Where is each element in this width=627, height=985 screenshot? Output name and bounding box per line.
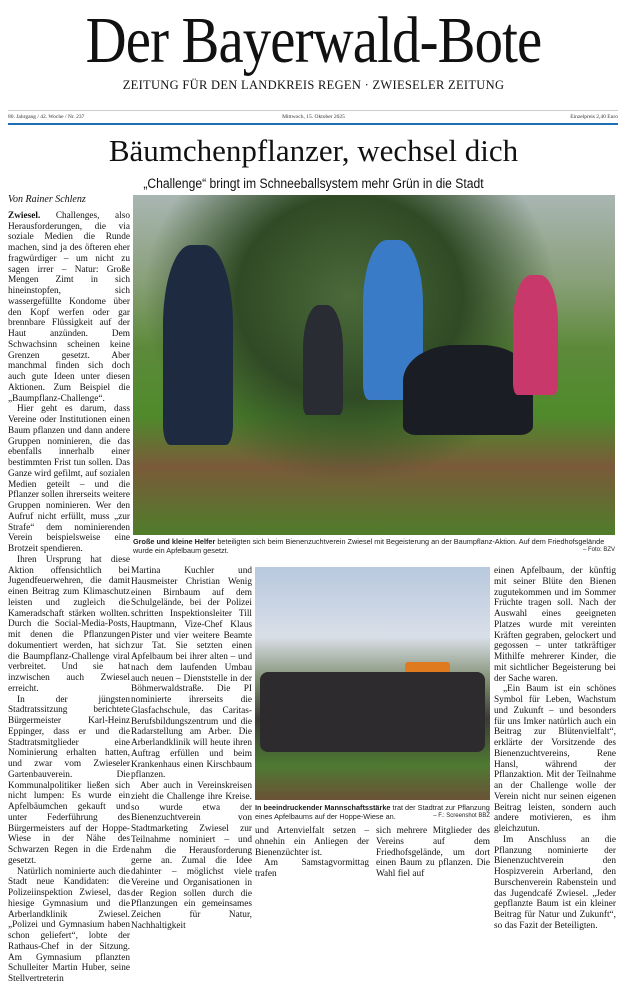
paragraph: Im Anschluss an die Pflanzung nominierte der Bienenzuchtverein den Hospizverein Arberland, den Burschenverein Rabenstein und das Jugendcafé Zwiesel. „Jeder gepflanzte Baum ist ein kleiner Beitrag für Natur und Zukunft“, so das Fazit der Beteiligten. [494, 834, 616, 931]
column-3b [376, 826, 490, 880]
column-2 [131, 566, 252, 932]
paragraph: sich mehrere Mitglieder des Vereins auf dem Friedhofsgelände, um dort einen Baum zu pflanzen. Die Wahl fiel auf [376, 826, 490, 879]
masthead-title: Der Bayerwald-Bote [85, 4, 542, 77]
column-1 [8, 195, 130, 985]
column-4 [494, 566, 616, 932]
paragraph: Zwiesel. Challenges, also Herausforderungen, die via soziale Medien die Runde machen, sind ja des öfteren eher fragwürdiger – um nicht zu sagen irrer – Natur: Große Mengen Zimt in sich hineinstopfen, sich wassergefüllte Kondome über den Kopf werfen oder gar brennbare Flüssigkeit auf der Haut anzünden. Dem Schwachsinn scheinen keine Grenzen gesetzt. Aber manchmal finden sich doch auch gute Ideen unter diesen Aktionen. Zum Beispiel die „Baumpflanz-Challenge“. [8, 210, 130, 404]
divider [8, 110, 618, 111]
paragraph: Martina Kuchler und Hausmeister Christian Wenig einen Birnbaum auf dem Schulgelände, bei der Polizei schritten Inspektionsleiter Till Hauptmann, Vize-Chef Klaus Pister und vier weitere Beamte zur Tat. Sie setzten einen Apfelbaum bei ihrer alten – und nach dem laufenden Umbau auch neuen – Dienststelle in der Böhmerwaldstraße. Die PI nominierte ihrerseits die Glasfachschule, das Caritas-Berufsbildungszentrum und die Radarstellung am Arber. Die Arberlandklinik will heute ihren Auftrag erfüllen und beim Krankenhaus einen Kirschbaum pflanzen. [131, 566, 252, 781]
issue-date: Mittwoch, 15. Oktober 2025 [282, 114, 345, 120]
photo1-caption: Große und kleine Helfer beteiligten sich beim Bienenzuchtverein Zwiesel mit Begeisterung an der Baumpflanz-Aktion. Auf dem Friedhofsgelände wurde ein Apfelbaum gesetzt. – Foto: BZV [133, 537, 615, 556]
column-3a [255, 826, 369, 880]
byline: Von Rainer Schlenz [8, 194, 86, 205]
photo-tree-planting-beekeepers [133, 195, 615, 535]
paragraph: Am Samstagvormittag trafen [255, 858, 369, 879]
paragraph: Ihren Ursprung hat diese Aktion offensichtlich bei Jugendfeuerwehren, die damit einen Beitrag zum Klimaschutz leisten und zugleich die Kameradschaft stärken wollten. Durch die Social-Media-Posts, mit denen die Pflanzungen dokumentiert werden, hat sich die Baumpflanz-Challenge viral verbreitet. Und sie hat inzwischen auch Zwiesel erreicht. [8, 554, 130, 694]
headline: Bäumchenpflanzer, wechsel dich [108, 133, 519, 168]
paragraph: In der jüngsten Stadtratssitzung berichtete Bürgermeister Karl-Heinz Eppinger, dass er und die Stadtratsmitglieder eine Nominierung erhalten hatten, und zwar vom Zwieseler Gartenbauverein. Die Kommunalpolitiker ließen sich nicht lumpen: Es wurde ein Apfelbäumchen gekauft und unter Federführung des Bürgermeisters auf der Hoppe-Wiese in der Nähe des Schwarzen Regen in die Erde gesetzt. [8, 694, 130, 866]
photo2-caption: In beeindruckender Mannschaftsstärke trat der Stadtrat zur Pflanzung eines Apfelbaums auf der Hoppe-Wiese an. – F.: Screenshot BBZ [255, 803, 490, 822]
paragraph: Aber auch in Vereinskreisen zieht die Challenge ihre Kreise. so wurde etwa der Bienenzuchtverein von Stadtmarketing Zwiesel zur Teilnahme nominiert – und nahm die Herausforderung gerne an. Zumal die Idee dahinter – möglichst viele Vereine und Organisationen in der Region sollen durch die Pflanzungen ein gemeinsames Zeichen für Natur, Nachhaltigkeit [131, 781, 252, 931]
paragraph: Hier geht es darum, dass Vereine oder Institutionen einen Baum pflanzen und dann andere Gruppen nominieren, die das ebenfalls innerhalb einer bestimmten Frist tun sollen. Das Ganze wird gefilmt, auf sozialen Medien geteilt – und die Pflanzer sollen ihrerseits weitere Gruppen nominieren. Wer den Aufruf nicht erfüllt, muss „zur Strafe“ dem nominierenden Verein beispielsweise eine Brotzeit spendieren. [8, 404, 130, 554]
blue-divider [8, 123, 618, 125]
paragraph: einen Apfelbaum, der künftig mit seiner Blüte den Bienen zugutekommen und im Sommer Früchte tragen soll. Nach der Auswahl eines geeigneten Platzes wurde mit vereinten Kräften gegraben, gelockert und gegossen – unter tatkräftiger Mithilfe mehrerer Kinder, die mit sichtlicher Begeisterung bei der Sache waren. [494, 566, 616, 684]
paragraph: „Ein Baum ist ein schönes Symbol für Leben, Wachstum und Zukunft – und besonders für uns Imker natürlich auch ein Beitrag zur Blütenvielfalt“, erklärte der Vorsitzende des Bienenzuchtvereins, Rene Hansl, während der Pflanzaktion. Mit der Teilnahme an der Challenge wolle der Verein nicht nur seinen eigenen Beitrag leisten, sondern auch andere motivieren, es ihm gleichzutun. [494, 684, 616, 834]
subheadline: „Challenge“ bringt im Schneeballsystem mehr Grün in die Stadt [143, 176, 484, 191]
masthead-subtitle: ZEITUNG FÜR DEN LANDKREIS REGEN · ZWIESELER ZEITUNG [122, 78, 505, 92]
issue-price: Einzelpreis 2,40 Euro [570, 114, 618, 120]
issue-info: 80. Jahrgang / 42. Woche / Nr. 237 [8, 114, 85, 120]
photo-city-council [255, 567, 490, 800]
paragraph: und Artenvielfalt setzen – ohnehin ein Anliegen der Bienenzüchter ist. [255, 826, 369, 858]
paragraph: Natürlich nominierte auch die Stadt neue Kandidaten: die Polizeiinspektion Zwiesel, das hiesige Gymnasium und die Arberlandklinik Zwiesel. „Polizei und Gymnasium haben schon geliefert“, lobte der Rathaus-Chef in der Sitzung. Am Gymnasium pflanzten Schulleiter Martin Huber, seine Stellvertreterin [8, 866, 130, 984]
